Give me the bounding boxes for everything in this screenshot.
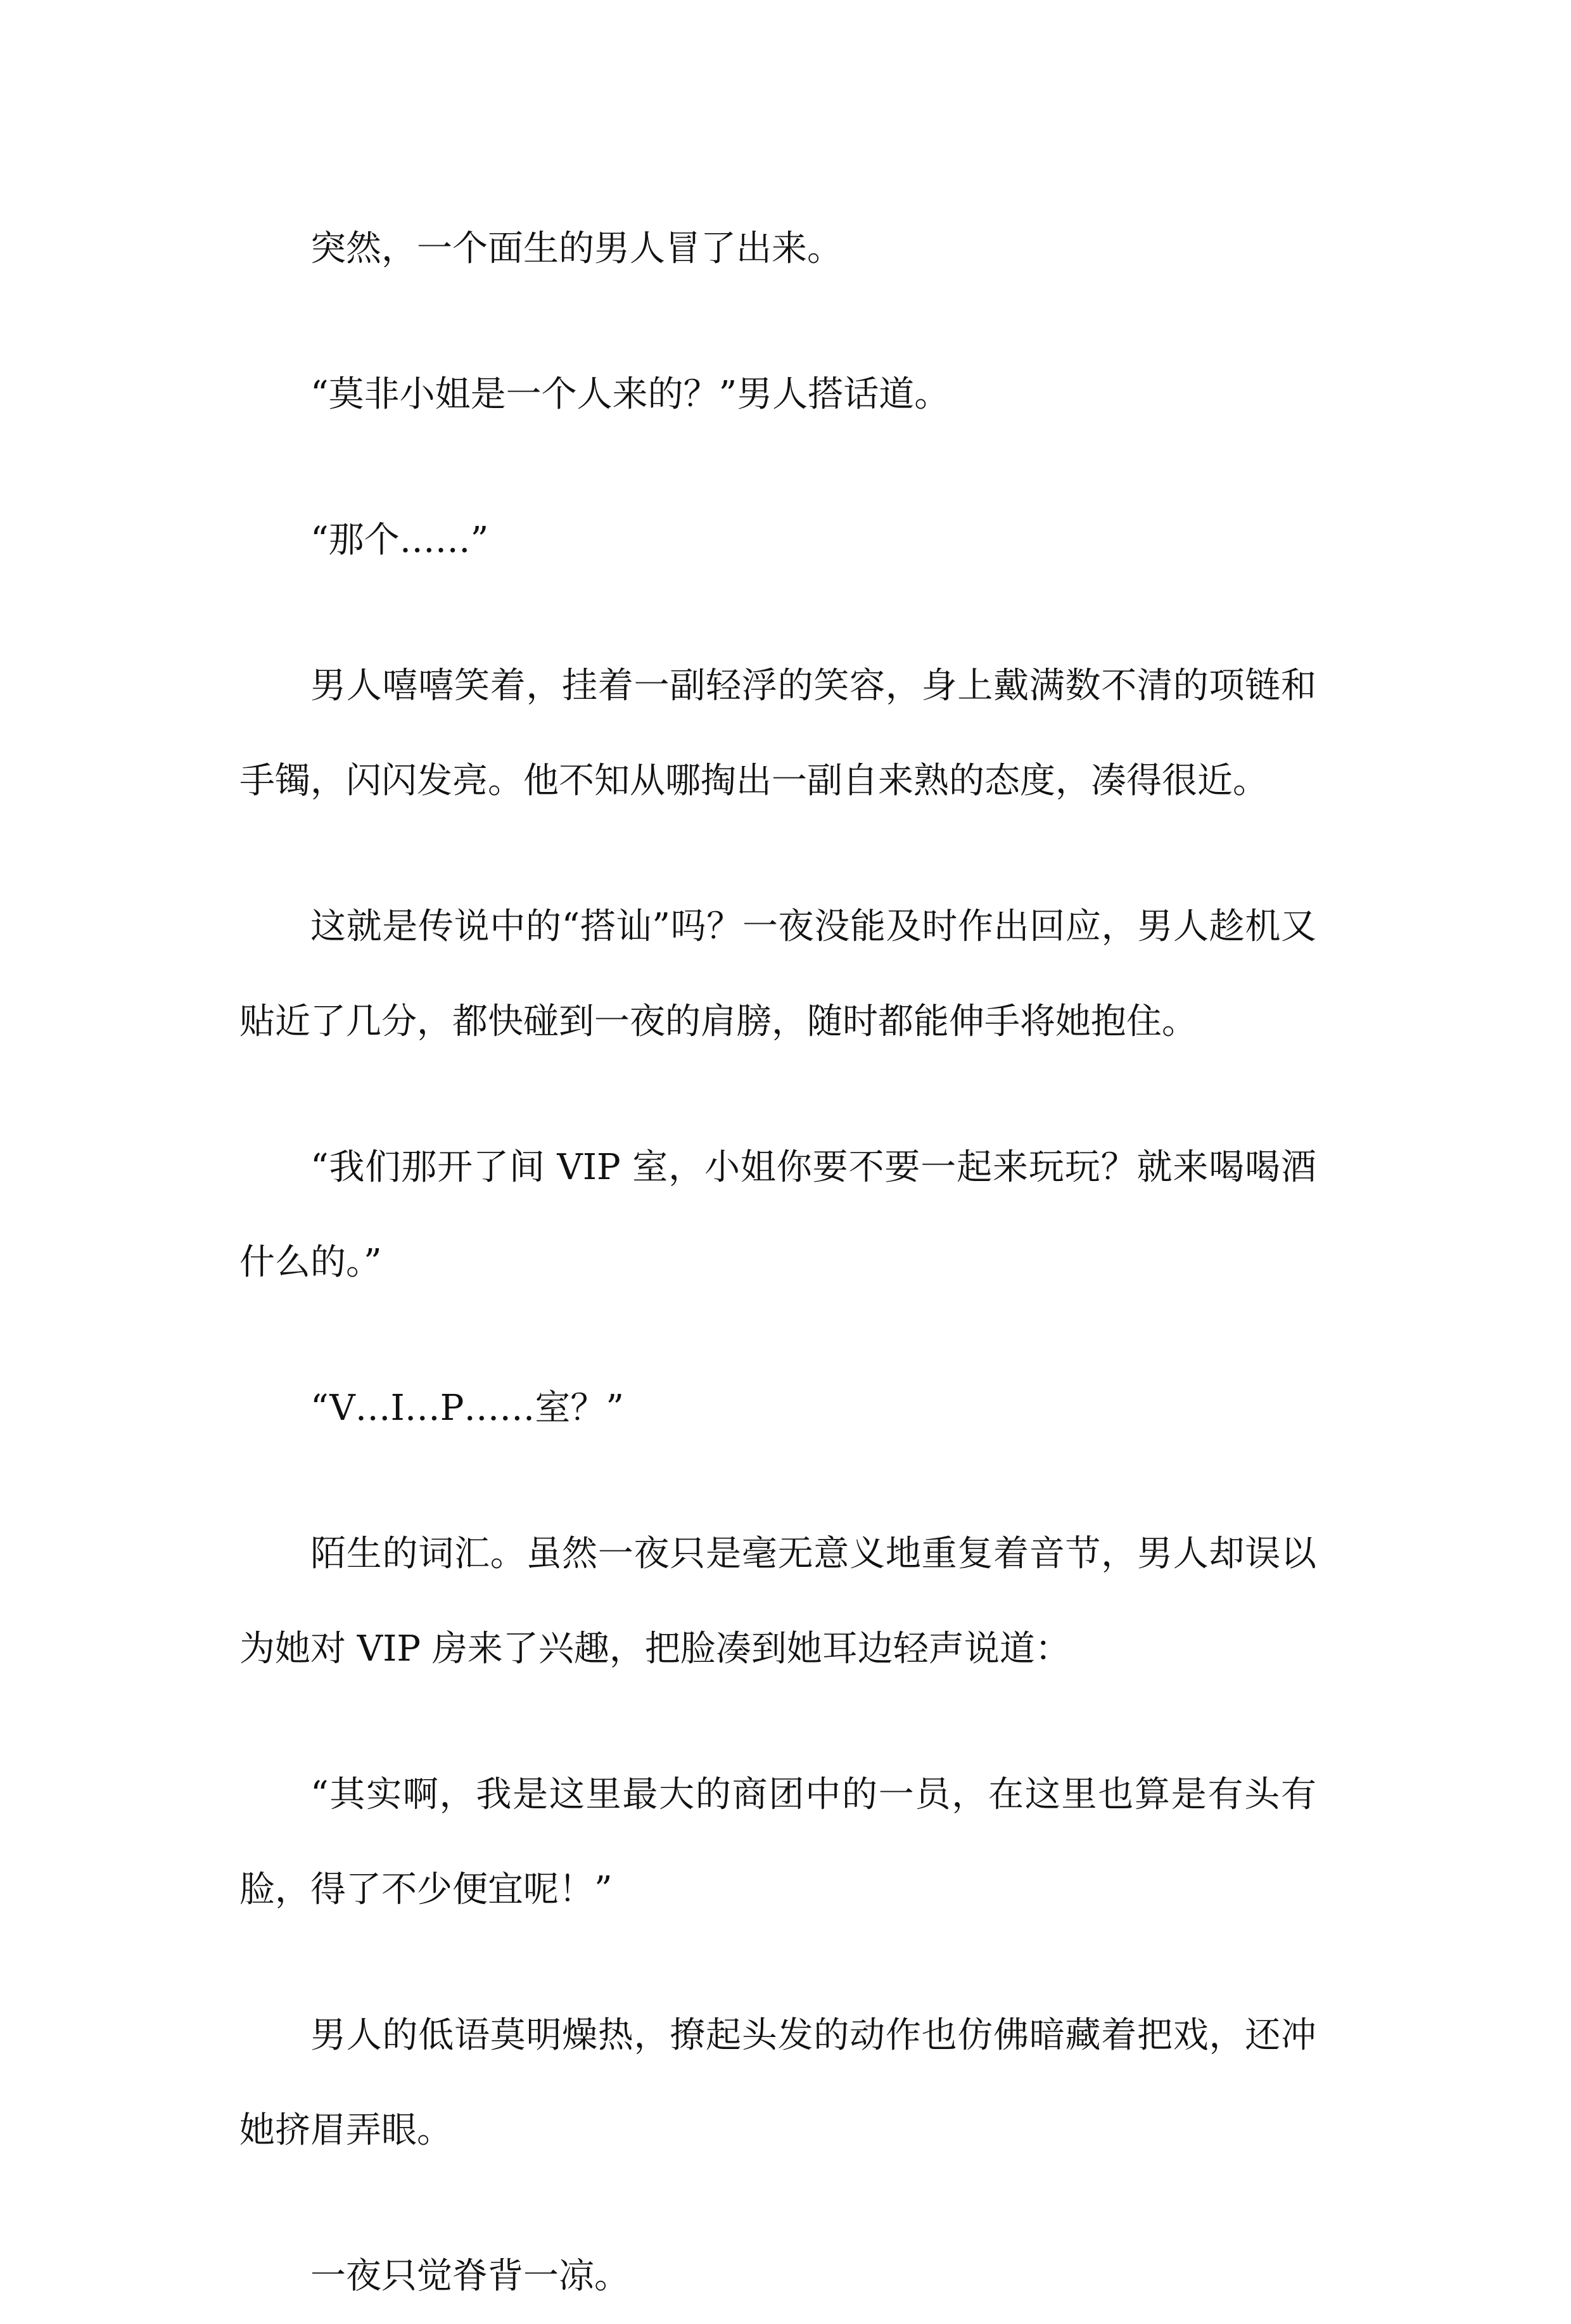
paragraph-4: 男人嘻嘻笑着，挂着一副轻浮的笑容，身上戴满数不清的项链和手镯，闪闪发亮。他不知从哪掏出一副自来熟的态度，凑得很近。 <box>239 665 1316 801</box>
paragraph-11: 一夜只觉脊背一凉。 <box>310 2256 630 2297</box>
paragraph-6: “我们那开了间 VIP 室，小姐你要不要一起来玩玩？就来喝喝酒什么的。” <box>239 1147 1316 1283</box>
paragraph-3: “那个……” <box>310 520 489 561</box>
paragraph-8: 陌生的词汇。虽然一夜只是毫无意义地重复着音节，男人却误以为她对 VIP 房来了兴趣，把脸凑到她耳边轻声说道： <box>239 1533 1316 1670</box>
paragraph-1: 突然，一个面生的男人冒了出来。 <box>310 228 843 269</box>
paragraph-7: “V…I…P……室？” <box>310 1388 625 1429</box>
paragraph-10: 男人的低语莫明燥热，撩起头发的动作也仿佛暗藏着把戏，还冲她挤眉弄眼。 <box>239 2015 1316 2151</box>
paragraph-5: 这就是传说中的“搭讪”吗？一夜没能及时作出回应，男人趁机又贴近了几分，都快碰到一夜的肩膀，随时都能伸手将她抱住。 <box>239 906 1316 1042</box>
paragraph-9: “其实啊，我是这里最大的商团中的一员，在这里也算是有头有脸，得了不少便宜呢！” <box>239 1774 1316 1910</box>
paragraph-2: “莫非小姐是一个人来的？”男人搭话道。 <box>310 374 950 415</box>
document-body <box>239 201 1316 2324</box>
